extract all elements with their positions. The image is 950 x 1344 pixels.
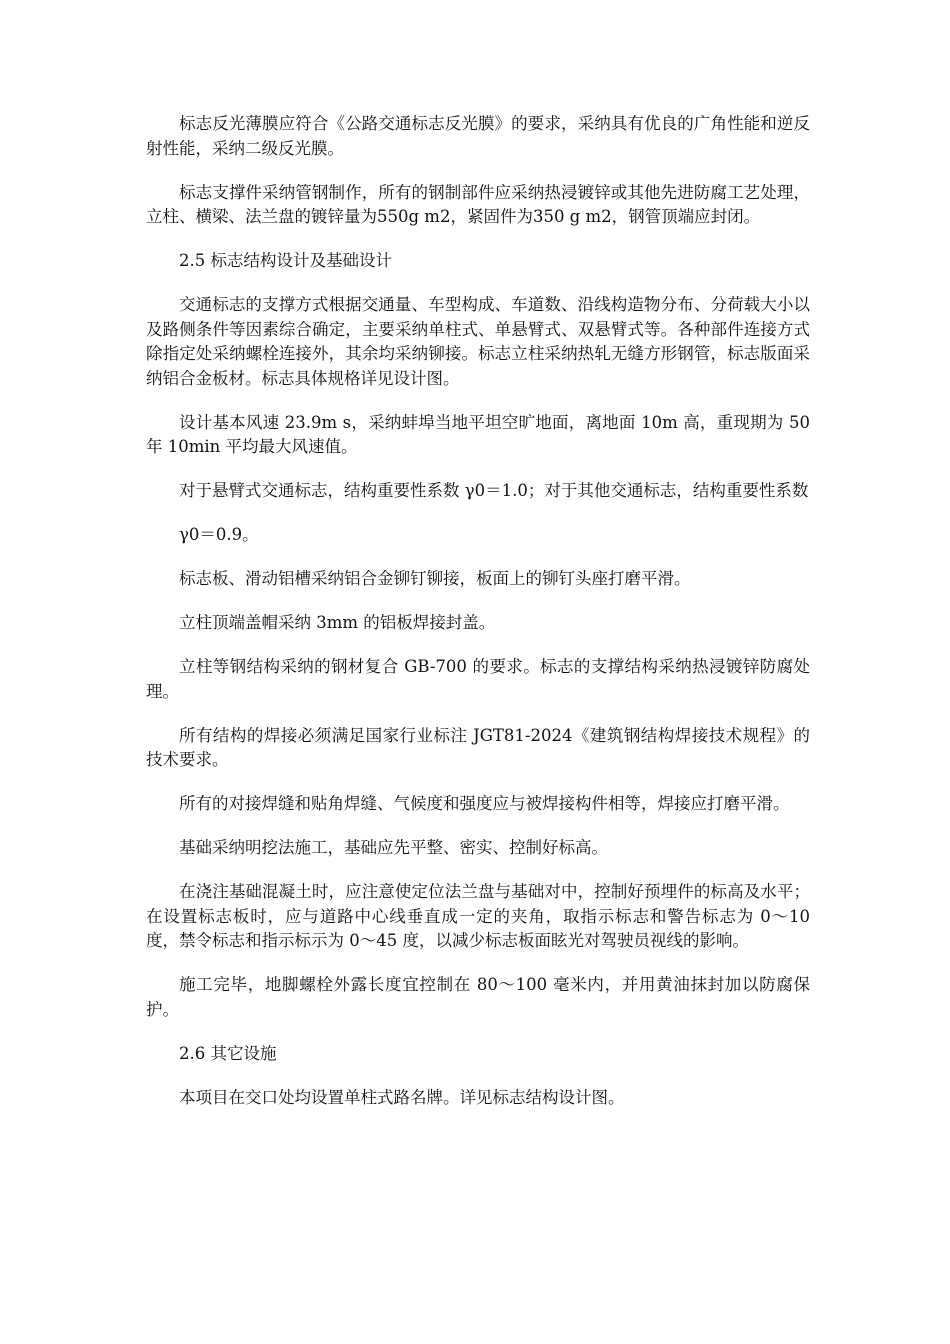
paragraph-importance-factor: 对于悬臂式交通标志，结构重要性系数 γ0＝1.0；对于其他交通标志，结构重要性系数: [179, 481, 809, 500]
paragraph-anchor-bolts: 施工完毕，地脚螺栓外露长度宜控制在 80～100 毫米内，并用黄油抹封加以防腐保护。: [146, 975, 810, 1019]
paragraph-welding-standard: 所有结构的焊接必须满足国家行业标注 JGT81-2024《建筑钢结构焊接技术规程》的技术要求。: [146, 725, 810, 769]
paragraph-support-method: 交通标志的支撑方式根据交通量、车型构成、车道数、沿线构造物分布、分荷载大小以及路侧条件等因素综合确定，主要采纳单柱式、单悬臂式、双悬臂式等。各种部件连接方式除指定处采纳螺栓连接外，其余均采纳铆接。标志立柱采纳热轧无缝方形钢管，标志版面采纳铝合金板材。标志具体规格详见设计图。: [146, 295, 810, 388]
paragraph-street-signs: 本项目在交口处均设置单柱式路名牌。详见标志结构设计图。: [179, 1087, 625, 1107]
section-heading-2-5: 2.5 标志结构设计及基础设计: [179, 251, 392, 270]
paragraph-support-members: 标志支撑件采纳管钢制作，所有的钢制部件应采纳热浸镀锌或其他先进防腐工艺处理，立柱、横梁、法兰盘的镀锌量为550g m2，紧固件为350 g m2，钢管顶端应封闭。: [146, 182, 810, 226]
paragraph-weld-seams: 所有的对接焊缝和贴角焊缝、气候度和强度应与被焊接构件相等，焊接应打磨平滑。: [179, 794, 790, 813]
paragraph-foundation: 基础采纳明挖法施工，基础应先平整、密实、控制好标高。: [179, 838, 608, 857]
document-page: [146, 112, 810, 1130]
paragraph-steel-spec: 立柱等钢结构采纳的钢材复合 GB-700 的要求。标志的支撑结构采纳热浸镀锌防腐处理。: [146, 657, 810, 701]
paragraph-wind-speed: 设计基本风速 23.9m s，采纳蚌埠当地平坦空旷地面，离地面 10m 高，重现期为 50 年 10min 平均最大风速值。: [146, 412, 810, 456]
paragraph-post-cap: 立柱顶端盖帽采纳 3mm 的铝板焊接封盖。: [179, 613, 496, 632]
paragraph-reflective-film: 标志反光薄膜应符合《公路交通标志反光膜》的要求，采纳具有优良的广角性能和逆反射性能，采纳二级反光膜。: [146, 114, 810, 158]
paragraph-rivets: 标志板、滑动铝槽采纳铝合金铆钉铆接，板面上的铆钉头座打磨平滑。: [179, 569, 691, 588]
paragraph-pouring: 在浇注基础混凝土时，应注意使定位法兰盘与基础对中，控制好预埋件的标高及水平；在设置标志板时，应与道路中心线垂直成一定的夹角，取指示标志和警告标志为 0～10 度，禁令标志和指示标示为 0～45 度，以减少标志板面眩光对驾驶员视线的影响。: [146, 882, 810, 950]
paragraph-importance-factor-value: γ0＝0.9。: [179, 525, 259, 544]
section-heading-2-6: 2.6 其它设施: [179, 1043, 277, 1063]
